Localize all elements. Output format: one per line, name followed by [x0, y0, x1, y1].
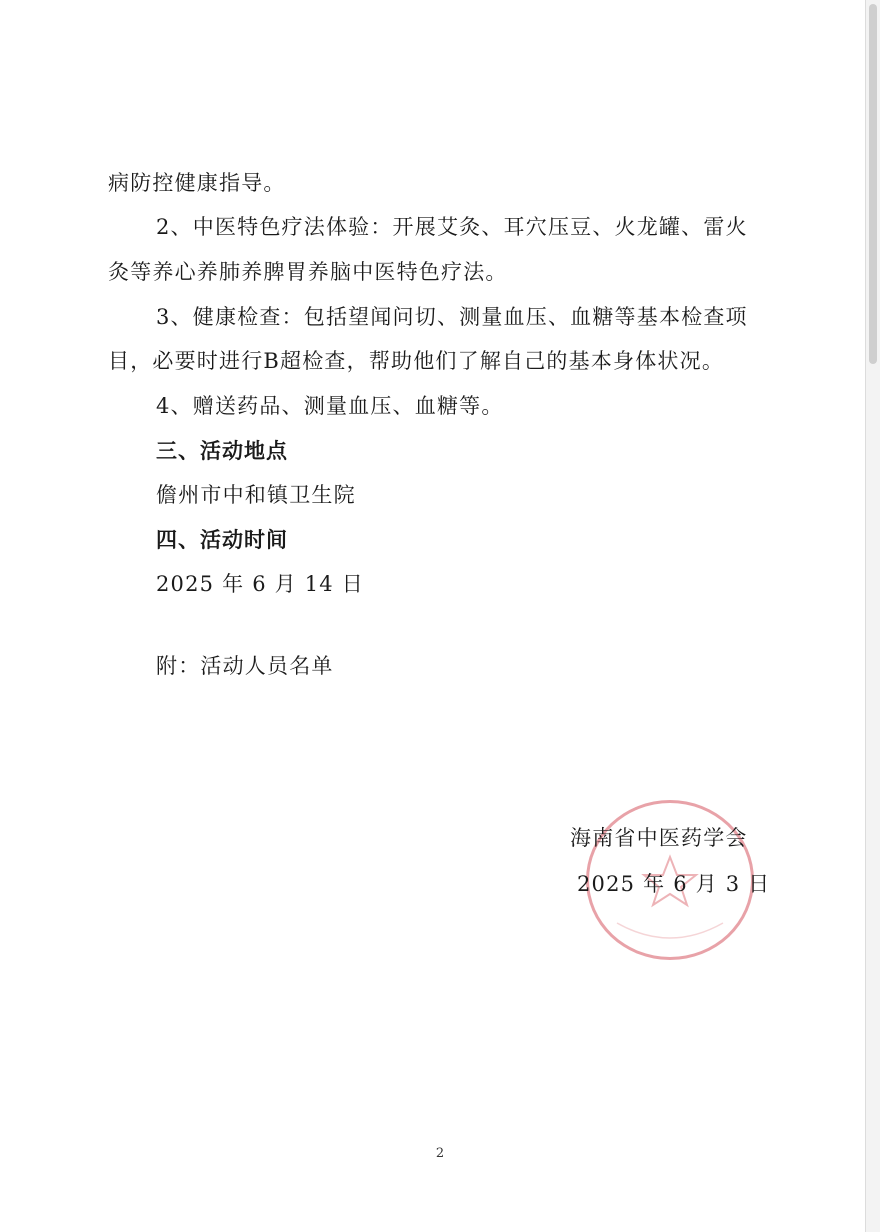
item-3-line-1: 3、健康检查：包括望闻问切、测量血压、血糖等基本检查项	[156, 305, 748, 329]
section-3-heading: 三、活动地点	[156, 439, 288, 463]
item-3-line-2: 目，必要时进行B超检查，帮助他们了解自己的基本身体状况。	[108, 349, 725, 373]
signature-date: 2025 年 6 月 3 日	[577, 872, 771, 896]
event-date: 2025 年 6 月 14 日	[156, 572, 364, 596]
signature-organization: 海南省中医药学会	[570, 826, 748, 850]
paragraph-continuation: 病防控健康指导。	[108, 171, 286, 195]
section-4-heading: 四、活动时间	[156, 528, 288, 552]
item-2-line-2: 灸等养心养肺养脾胃养脑中医特色疗法。	[108, 260, 508, 284]
attachment-note: 附：活动人员名单	[156, 654, 334, 678]
item-2-line-1: 2、中医特色疗法体验：开展艾灸、耳穴压豆、火龙罐、雷火	[156, 215, 748, 239]
scrollbar-thumb[interactable]	[869, 4, 877, 364]
vertical-scrollbar[interactable]	[865, 0, 880, 1232]
item-4: 4、赠送药品、测量血压、血糖等。	[156, 394, 504, 418]
event-location: 儋州市中和镇卫生院	[156, 483, 356, 507]
page-number: 2	[435, 1146, 445, 1161]
